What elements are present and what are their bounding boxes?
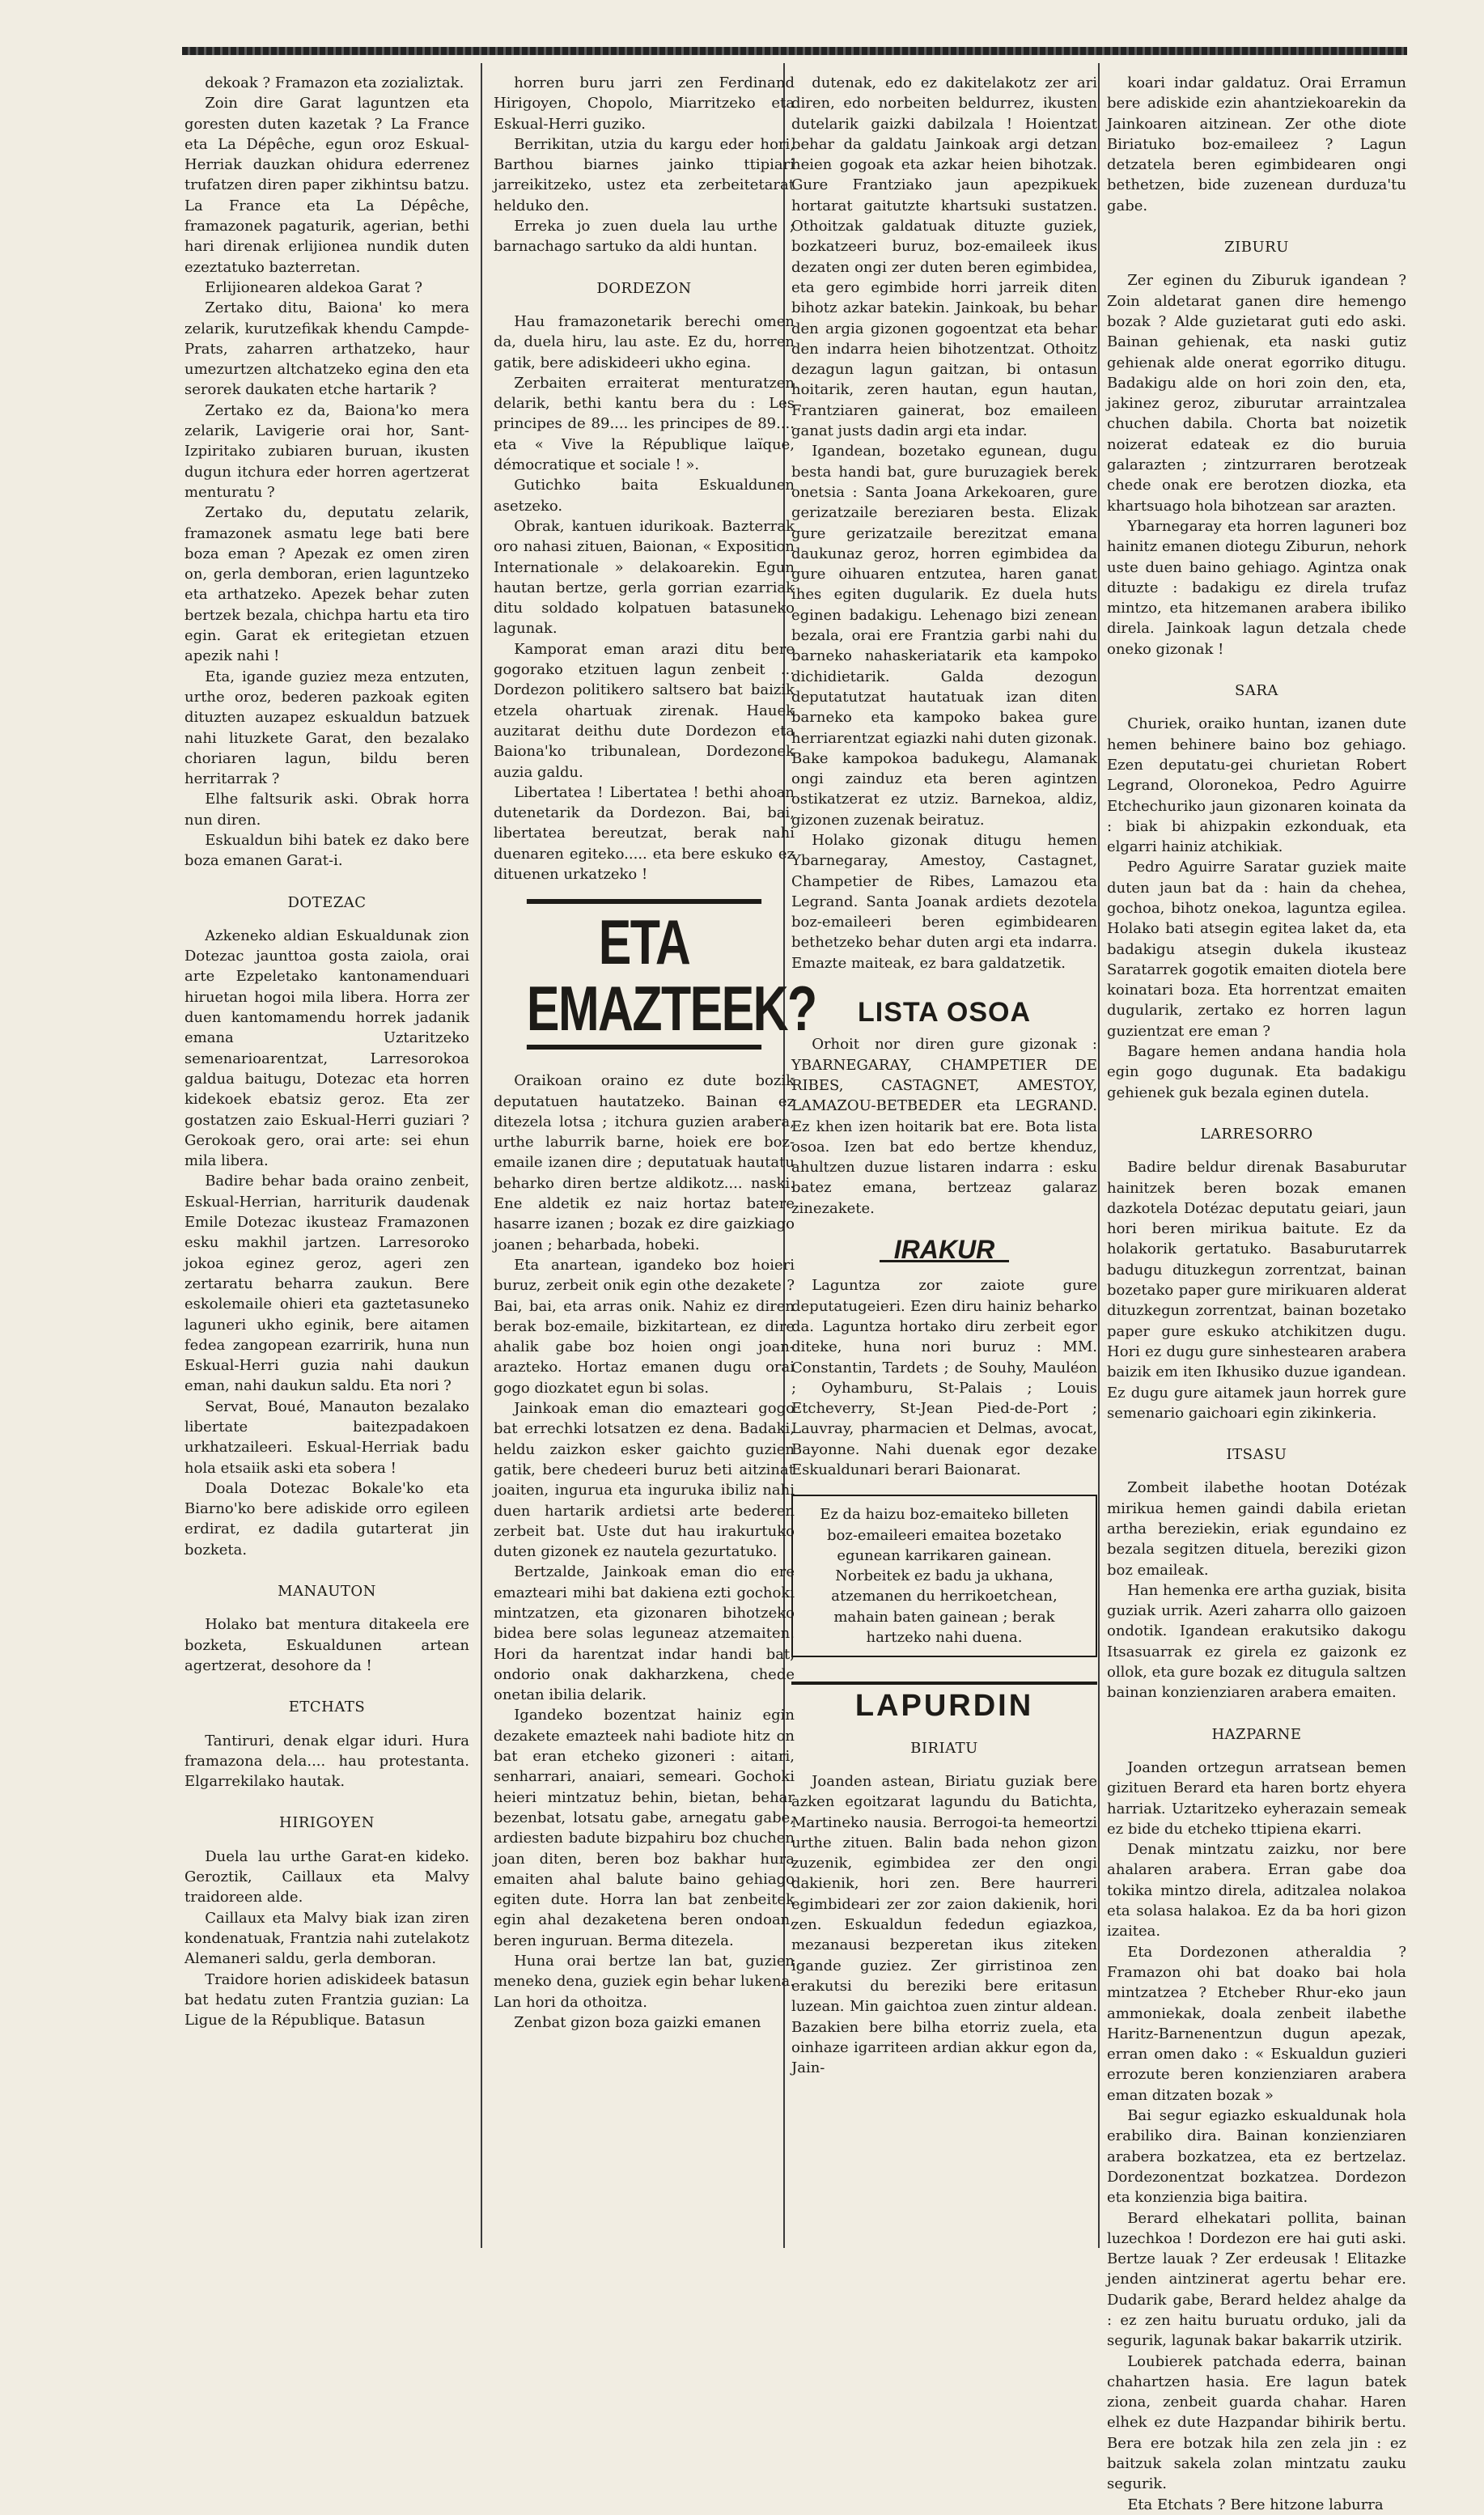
paragraph: Zer eginen du Ziburuk igandean ? Zoin aldetarat ganen dire hemengo bozak ? Alde guzietarat guti edo aski. Bainan gehienak, eta naski gutiz gehienak alde onerat egorriko ditugu. Badakigu alde on hori zoin den, eta, jakinez geroz, ziburutar arraintzalea chuchen dabila. Chorta bat noizetik noizerat edateak ez dio buruia galarazten ; zintzurraren berotzeak chede onak ere berotzen diozka, eta khartsuago hola bihotzean sar arazten. [1107,272,1406,515]
section-heading: ITSASU [1226,1446,1287,1464]
column-rule [1098,63,1100,2248]
section-heading: HIRIGOYEN [279,1814,375,1832]
paragraph: Berard elhekatari pollita, bainan luzechkoa ! Dordezon ere hai guti aski. Bertze lauak ? Zer erdeusak ! Elitazke jenden aintzinerat agertu behar ere. Dudarik gabe, Berard heldez ahalge da : ez zen haitu buruatu orduko, jali da segurik, lagunak bakar bakarrik utzirik. [1107,2209,1406,2350]
paragraph: Denak mintzatu zaizku, nor bere ahalaren arabera. Erran gabe doa tokika mintzo direla, aditzalea nolakoa eta solasa halakoa. Ez da ba hori gizon izaitea. [1107,1841,1406,1940]
column-2 [494,73,816,2241]
paragraph: Eta Etchats ? Bere hitzone laburra [1127,2496,1384,2513]
paragraph: dekoak ? Framazon eta zozializtak. [205,74,464,91]
paragraph: Libertatea ! Libertatea ! bethi ahoan dutenetarik da Dordezon. Bai, bai, libertatea bereutzat, berak nahi duenaren egiteko..... eta bere eskuko ez dituenen urkatzeko ! [494,783,795,883]
paragraph: Eskualdun bihi batek ez dako bere boza emanen Garat-i. [184,831,469,870]
paragraph: Zenbat gizon boza gaizki emanen [514,2013,761,2031]
paragraph: Servat, Boué, Manauton bezalako libertate baitezpadakoen urkhatzaileeri. Eskual-Herriak badu hola etsaiik aski eta sobera ! [184,1397,469,1477]
paragraph: Loubierek patchada ederra, bainan chahartzen hasia. Ere lagun batek ziona, zenbeit guarda chahar. Haren elhek ez dute Hazpandar bihirik bertu. Bera ere botzak hila zen zela jin : ez baitzuk sakela zolan mintzatu zauku segurik. [1107,2352,1406,2493]
column-3 [791,73,1097,2241]
notice-text: Ez da haizu boz-emaiteko billeten boz-emaileeri emaitea bozetako egunean karrikaren gainean. Norbeitek ez badu ja ukhana, atzemanen du herrikoetchean, mahain baten gainean ; berak hartzeko nahi duena. [820,1506,1069,1647]
paragraph: koari indar galdatuz. Orai Erramun bere adiskide ezin ahantziekoarekin da Jainkoaren aitzinean. Zer othe diote Biriatuko boz-emaileez ? Lagun detzatela beren egimbidearen ongi bethetzen, bide zuzenean durduza'tu gabe. [1107,74,1406,214]
notice-box [791,1495,1097,1657]
paragraph: Holako gizonak ditugu hemen Ybarnegaray, Amestoy, Castagnet, Champetier de Ribes, Lamazou eta Legrand. Santa Joanak ardiets dezotela boz-emaileeri beren egimbidearen bethetzeko behar duten argi eta indarra. Emazte maiteak, ez bara galdatzetik. [791,831,1097,972]
section-heading: LAPURDIN [791,1682,1097,1716]
column-1 [184,73,469,2241]
section-heading: HAZPARNE [1211,1725,1302,1743]
paragraph: Erreka jo zuen duela lau urthe ; barnachago sartuko da aldi huntan. [494,218,795,256]
paragraph: Gutichko baita Eskualdunen asetzeko. [494,477,795,515]
paragraph: Holako bat mentura ditakeela ere bozketa, Eskualdunen artean agertzerat, desohore da ! [184,1616,469,1674]
section-heading: LISTA OSOA [858,997,1031,1028]
section-heading: ETA EMAZTEEK? [527,899,761,1050]
paragraph: Huna orai bertze lan bat, guzien meneko dena, guziek egin behar lukena. Lan hori da othoitza. [494,1953,795,2011]
paragraph: Eta, igande guziez meza entzuten, urthe oroz, bederen pazkoak egiten dituzten auzapez eskualdun batzuek nahi lituzkete Garat, den bezalako choriaren lagun, bildu beren herritarrak ? [184,668,469,788]
column-rule [481,63,482,2248]
paragraph: Igandeko bozentzat hainiz egin dezakete emazteek nahi badiote hitz on bat eran etcheko gizoneri : aitari, senharrari, anaiari, semeari. Gochoki heieri mintzatuz behin, bietan, behar bezenbat, lotsatu gabe, arnegatu gabe, ardiesten badute bizpahiru boz chuchen joan diten, beren boz bakhar hura emaiten ahal balute baino gehiago egiten dute. Horra lan bat zenbeitek egin ahal dezaketena beren ondoan, beren inguruan. Berma ditezela. [494,1707,795,1949]
paragraph: Han hemenka ere artha guziak, bisita guziak urrik. Azeri zaharra ollo gaizoen ondotik. Igandean erakutsiko dakogu Itsasuarrak ez girela ez gaizonk ez ollok, eta gure bozak ez ditugula saltzen bainan konzienziaren arabera emaiten. [1107,1581,1406,1702]
paragraph: Obrak, kantuen idurikoak. Bazterrak oro nahasi zituen, Baionan, « Exposition Internationale » delakoarekin. Egun hautan bertze, gerla gorrian ezarriak ditu soldado kolpatuen batasuneko lagunak. [494,517,795,638]
paragraph: Ybarnegaray eta horren laguneri boz hainitz emanen diotegu Ziburun, nehork uste duen baino gehiago. Agintza onak dituzte : badakigu ez direla trufaz mintzo, eta hitzemanen arabera ibiliko direla. Jainkoak lagun detzala chede oneko gizonak ! [1107,517,1406,658]
paragraph: Orhoit nor diren gure gizonak : YBARNEGARAY, CHAMPETIER DE RIBES, CASTAGNET, AMESTOY, LAMAZOU-BETBEDER eta LEGRAND. Ez khen izen hoitarik bat ere. Bota lista osoa. Izen bat edo bertze khenduz, ahultzen duzue listaren indarra : esku batez emana, bertzeaz galaraz zinezakete. [791,1036,1097,1217]
paragraph: Eta anartean, igandeko boz hoieri buruz, zerbeit onik egin othe dezakete ? Bai, bai, eta arras onik. Nahiz ez diren berak boz-emaile, bizkitartean, ez dire ahalik gabe boz hoien ongi joan-arazteko. Hortaz emanen dugu orai gogo diozkatet egun bi solas. [494,1256,795,1397]
paragraph: Badire behar bada oraino zenbeit, Eskual-Herrian, harriturik daudenak Emile Dotezac ikusteaz Framazonen esku makhil jartzen. Larresoroko jokoa eginez geroz, ageri zen zertaratu beharra zaukun. Bere eskolemaile ohieri eta gaztetasuneko laguneri ukho eginik, bere aitamen fedea zangopean ezarririk, huna nun Eskual-Herri guzia nahi daukun eman, nahi daukun saldu. Eta nori ? [184,1173,469,1395]
paragraph: Kamporat eman arazi ditu bere gogorako etzituen lagun zenbeit ... Dordezon politikero saltsero bat baizik etzela ohartuak zirenak. Hauek auzitarat deithu dute Dordezon eta Baiona'ko tribunalean, Dordezonek auzia galdu. [494,640,795,781]
paragraph: Joanden ortzegun arratsean bemen gizituen Berard eta haren bortz ehyera harriak. Uztaritzeko eyherazain semeak ez bide du etcheko ttipiena ekarri. [1107,1758,1406,1838]
paragraph: Elhe faltsurik aski. Obrak horra nun diren. [184,791,469,829]
paragraph: Oraikoan oraino ez dute bozik deputatuen hautatzeko. Bainan ez ditezela lotsa ; itchura guzien arabera, urthe laburrik barne, hoiek ere boz-emaile izanen dire ; deputatuak hautatu beharko diren bertze aldikotz.... naski. Ene aldetik ez naiz hortaz batere hasarre izanen ; bozak ez dire gaizkiago joanen ; beharbada, hobeki. [494,1072,795,1253]
paragraph: Azkeneko aldian Eskualdunak zion Dotezac jaunttoa gosta zaiola, orai arte Ezpeletako kantonamenduari hiruetan hogoi mila libera. Horra zer duen kantomamendu horrek jadanik emana Uztaritzeko semenarioarentzat, Larresorokoa galdua baitugu, Dotezac eta horren kidekoek ebatsiz geroz. Eta zer gostatzen zaio Eskual-Herri guziari ? Gerokoak gero, orai arte: sei ehun mila libera. [184,927,469,1170]
paragraph: horren buru jarri zen Ferdinand Hirigoyen, Chopolo, Miarritzeko eta Eskual-Herri guziko. [494,74,795,133]
paragraph: Bai segur egiazko eskualdunak hola erabiliko dira. Bainan konzienziaren arabera bozkatzea, eta ez bertzelaz. Dordezonentzat bozkatzea. Dordezon eta konzienzia biga baitira. [1107,2107,1406,2207]
paragraph: Badire beldur direnak Basaburutar hainitzek beren bozak emanen dazkotela Dotézac deputatu geiari, jaun hori beren mirikua baitute. Ez da holakorik gertatuko. Basaburutarrek badugu dituzkegun zorrentzat, bainan bozetako paper gure mirikuaren alderat dituzkegun zorrentzat, bainan bozetako paper gure eskuko atchikitzen dugu. Hori ez dugu gure sinhestearen arabera baizik em iten Ikhusiko duzue igandean. Ez dugu gure aitamek jaun horrek gure semenario gaichoari egin zikinkeria. [1107,1159,1406,1422]
paragraph: Eta Dordezonen atheraldia ? Framazon ohi bat doako bai hola mintzatzea ? Etcheber Rhur-eko jaun ammoniekak, doala zenbeit ilabethe Haritz-Barnenentzun dugun apezak, erran omen dako : « Eskualdun guzieri errozute beren konzienziaren arabera eman ditzaten bozak » [1107,1943,1406,2104]
paragraph: Doala Dotezac Bokale'ko eta Biarno'ko bere adiskide orro egileen erdirat, ez dadila gutarterat jin bozketa. [184,1479,469,1559]
section-heading: SARA [1235,682,1278,700]
paragraph: Jainkoak eman dio emazteari gogo bat errechki lotsatzen ez dena. Badaki, heldu zaizkon esker gaichto guzien gatik, bere chedeeri buruz beti aitzinat joaiten, ingurua eta inguruka ibiliz nahi duen hartarik ardietsi arte bederen zerbeit bat. Uste dut hau irakurtuko duten gizonek ez nautela gezurtatuko. [494,1400,795,1561]
section-heading: LARRESORRO [1200,1125,1313,1143]
column-4 [1107,73,1406,2513]
section-heading: MANAUTON [278,1583,376,1601]
paragraph: Erlijionearen aldekoa Garat ? [205,278,423,296]
section-heading: DORDEZON [596,279,692,297]
paragraph: Zertako ez da, Baiona'ko mera zelarik, Lavigerie orai hor, Sant-Izpiritako zubiaren buruan, ikusten dugun itchura eder horren agertzerat menturatu ? [184,401,469,501]
paragraph: Hau framazonetarik berechi omen da, duela hiru, lau aste. Ez du, horren gatik, bere adiskideeri ukho egina. [494,312,795,371]
paragraph: Zertako du, deputatu zelarik, framazonek asmatu lege bati bere boza eman ? Apezak ez omen ziren on, gerla demboran, erien laguntzeko eta arthatzeko. Apezek behar zuten bertzek bezala, chichpa hartu eta tiro egin. Garat ek eritegietan etzuen apezik nahi ! [184,504,469,665]
paragraph: Zoin dire Garat laguntzen eta goresten duten kazetak ? La France eta La Dépêche, egun oroz Eskual-Herriak dauzkan ohidura ederrenez trufatzen diren paper zikhintsu batzu. La France eta La Dépêche, framazonek pagaturik, agerian, bethi hari direnak erlijionea nundik duten ezeztatuko bazterretan. [184,95,469,276]
paragraph: dutenak, edo ez dakitelakotz zer ari diren, edo norbeiten beldurrez, ikusten dutelarik gaizki dabilzala ! Hoientzat behar da galdatu Jainkoak argi detzan heien gogoak eta azkar heien bihotzak. Gure Frantziako jaun apezpikuek hortarat gaitutzte khartsuki sustatzen. Othoitzak galdatuak dituzte guziek, bozkatzeeri buruz, boz-emaileek ikus dezaten ongi zer duten beren egimbidea, eta gero egimbide horri jarreik diten bihotz azkar batekin. Jainkoak, bu behar den argia gizonen gogoentzat eta behar den indarra heien bihotzentzat. Othoitz dezagun lagun gaitzan, bi ontasun hoitarik, zeren hautan, egun hautan, Frantziaren gainerat, boz emaileen ganat justs dadin argi eta indar. [791,74,1097,440]
paragraph: Duela lau urthe Garat-en kideko. Geroztik, Caillaux eta Malvy traidoreen alde. [184,1847,469,1906]
paragraph: Bertzalde, Jainkoak eman dio ere emazteari mihi bat dakiena ezti gochoki mintzatzen, eta gizonaren bihotzeko bidea bere solas leguneaz atzemaiten. Hori da harentzat indar handi bat, ondorio onak dakharzkena, chede onetan ibilia delarik. [494,1563,795,1704]
paragraph: Laguntza zor zaiote gure deputatugeieri. Ezen diru hainiz beharko da. Laguntza hortako diru zerbeit egor diteke, huna nori buruz : MM. Constantin, Tardets ; de Souhy, Mauléon ; Oyhamburu, St-Palais ; Louis Etcheverry, St-Jean Pied-de-Port ; Lauvray, pharmacien et Delmas, avocat, Bayonne. Nahi duenak egor dezake Eskualdunari berari Baionarat. [791,1277,1097,1478]
paragraph: Bagare hemen andana handia hola egin gogo dugunak. Eta badakigu gehienek guk bezala eginen dutela. [1107,1043,1406,1101]
paragraph: Zombeit ilabethe hootan Dotézak mirikua hemen gaindi dabila erietan artha bereziekin, eriak egundaino ez bezala segitzen dituela, bereziki gizon boz emaileak. [1107,1479,1406,1579]
section-heading: DOTEZAC [287,893,367,911]
section-heading: IRAKUR [880,1240,1009,1262]
paragraph: Churiek, oraiko huntan, izanen dute hemen behinere baino boz gehiago. Ezen deputatu-gei churietan Robert Legrand, Oloronekoa, Pedro Aguirre Etchechuriko jaun gizonaren koinata da : biak bi ahizpakin ezkonduak, eta elgarri hainiz atchikiak. [1107,715,1406,856]
top-rule [182,47,1407,55]
paragraph: Joanden astean, Biriatu guziak bere azken egoitzarat lagundu du Batichta, Martineko nausia. Berrogoi-ta hemeortzi urthe zituen. Balin bada nehon gizon zuzenik, egimbidea zer den ongi dakienik, hori zen. Bere haurreri egimbideari zer zor zaion dakienik, hori zen. Eskualdun fededun egiazkoa, mezanausi bezperetan ikus ziteken igande guziez. Zer girristinoa zen erakutsi du bereziki bere eritasun luzean. Min gaichtoa zuen zintur aldean. Bazakien bere bilha etorriz zuela, eta oinhaze igarriteen ardian akkur egon da, Jain- [791,1772,1097,2077]
section-heading: BIRIATU [910,1739,978,1757]
paragraph: Igandean, bozetako egunean, dugu besta handi bat, gure buruzagiek berek onetsia : Santa Joana Arkekoaren, gure gerizatzaile bereziaren besta. Elizak gure gerizatzaile berezitzat emana daukunaz geroz, horren egimbidea da gure oihuaren entzutea, haren ganat ihes egiten dugularik. Ez duela huts eginen badakigu. Lehenago bizi zenean bezala, orai ere Frantzia garbi nahi du barneko nahaskeriatarik eta kampoko dichidietarik. Galda dezogun deputatutzat hautatuak izan diten barneko eta kampoko bakea gure herriarentzat egiazki nahi duten gizonak. Bake kampokoa badukegu, Alamanak ongi zainduz eta beren agintzen ostikatzerat ez utziz. Barnekoa, aldiz, gizonen zuzenak beiratuz. [791,443,1097,829]
section-heading: ZIBURU [1224,239,1289,257]
paragraph: Traidore horien adiskideek batasun bat hedatu zuten Frantzia guzian: La Ligue de la République. Batasun [184,1970,469,2029]
paragraph: Zertako ditu, Baiona' ko mera zelarik, kurutzefikak khendu Campde-Prats, zaharren arthatzeko, haur umezurtzen altchatzeko egina den eta serorek daukaten etche hartarik ? [184,299,469,399]
paragraph: Zerbaiten erraiterat menturatzen delarik, bethi kantu bera du : Les principes de 89.... les principes de 89.... eta « Vive la République laïque, démocratique et sociale ! ». [494,374,795,474]
paragraph: Tantiruri, denak elgar iduri. Hura framazona dela.... hau protestanta. Elgarrekilako hautak. [184,1732,469,1791]
paragraph: Caillaux eta Malvy biak izan ziren kondenatuak, Frantzia nahi zutelakotz Alemaneri saldu, gerla demboran. [184,1909,469,1968]
paragraph: Pedro Aguirre Saratar guziek maite duten jaun bat da : hain da chehea, gochoa, bihotz onekoa, laguntza egilea. Holako bati atsegin egitea laket da, eta badakigu atsegin dukela ikusteaz Saratarrek gogotik emaiten diotela bere koinatari boza. Eta horrentzat emaiten dugularik, zertako ez horren lagun guzientzat ere eman ? [1107,859,1406,1040]
section-heading: ETCHATS [288,1699,366,1716]
paragraph: Berrikitan, utzia du kargu eder hori, Barthou biarnes jainko ttipiari jarreikitzeko, ustez eta zerbeitetarat helduko den. [494,135,795,214]
